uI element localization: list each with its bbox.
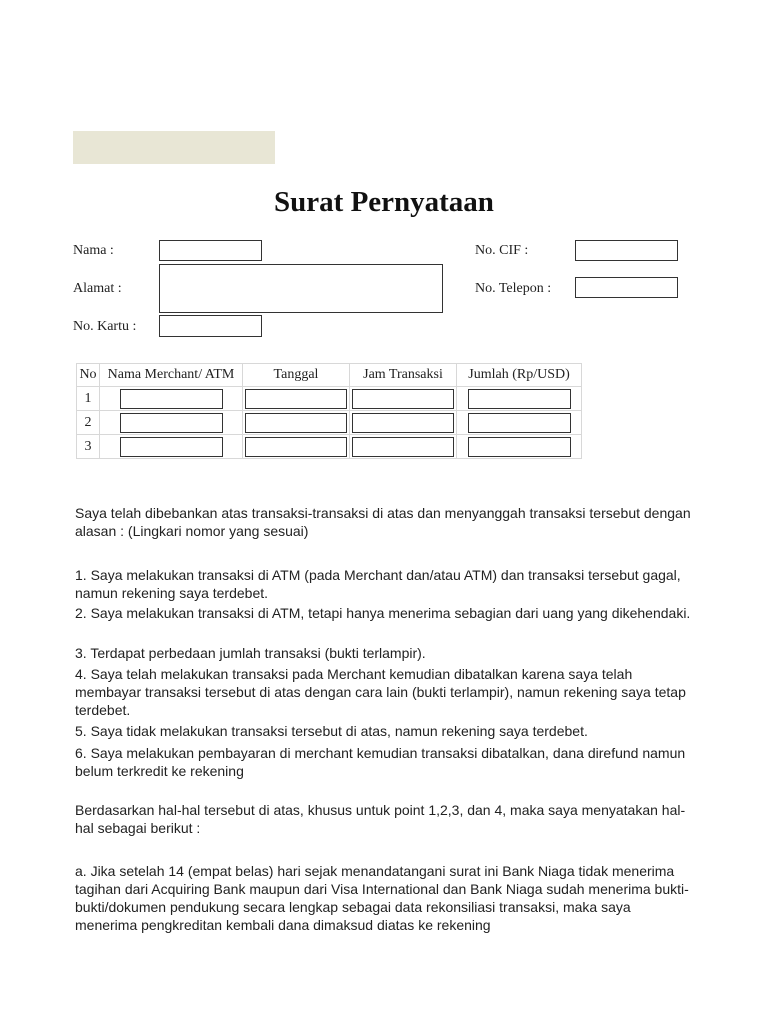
jam-input[interactable] (352, 389, 454, 409)
no-telepon-label: No. Telepon : (475, 281, 552, 296)
table-row (77, 411, 582, 435)
no-cif-field[interactable] (575, 240, 678, 261)
header-banner (73, 131, 275, 164)
row-number: 2 (77, 411, 100, 435)
jumlah-input[interactable] (468, 413, 571, 433)
jam-input[interactable] (352, 413, 454, 433)
reason-5: 5. Saya tidak melakukan transaksi tersebut di atas, namun rekening saya terdebet. (75, 723, 588, 739)
table-row (77, 387, 582, 411)
no-kartu-field[interactable] (159, 315, 262, 337)
header-tanggal: Tanggal (243, 364, 350, 387)
tanggal-input[interactable] (245, 413, 347, 433)
intro-paragraph: Saya telah dibebankan atas transaksi-transaksi di atas dan menyanggah transaksi tersebut dengan alasan : (Lingkari nomor yang sesuai) (75, 505, 691, 539)
merchant-input[interactable] (120, 437, 223, 457)
alamat-label: Alamat : (73, 281, 122, 296)
no-telepon-field[interactable] (575, 277, 678, 298)
no-kartu-label: No. Kartu : (73, 319, 137, 334)
nama-field[interactable] (159, 240, 262, 261)
reason-2: 2. Saya melakukan transaksi di ATM, tetapi hanya menerima sebagian dari uang yang dikehendaki. (75, 605, 691, 621)
jumlah-input[interactable] (468, 389, 571, 409)
row-number: 3 (77, 435, 100, 459)
header-no: No (77, 364, 100, 387)
table-row (77, 435, 582, 459)
no-cif-label: No. CIF : (475, 243, 529, 258)
row-number: 1 (77, 387, 100, 411)
reason-3: 3. Terdapat perbedaan jumlah transaksi (bukti terlampir). (75, 645, 426, 661)
tanggal-input[interactable] (245, 389, 347, 409)
tanggal-input[interactable] (245, 437, 347, 457)
header-jumlah: Jumlah (Rp/USD) (457, 364, 582, 387)
statement-paragraph: Berdasarkan hal-hal tersebut di atas, khusus untuk point 1,2,3, dan 4, maka saya menyatakan hal-hal sebagai berikut : (75, 802, 686, 836)
merchant-input[interactable] (120, 389, 223, 409)
nama-label: Nama : (73, 243, 114, 258)
reason-4: 4. Saya telah melakukan transaksi pada Merchant kemudian dibatalkan karena saya telah membayar transaksi tersebut di atas dengan cara lain (bukti terlampir), namun rekening saya tetap terdebet. (75, 666, 686, 718)
point-a-paragraph: a. Jika setelah 14 (empat belas) hari sejak menandatangani surat ini Bank Niaga tidak menerima tagihan dari Acquiring Bank maupun dari Visa International dan Bank Niaga sudah menerima bukti-bukti/dokumen pendukung secara lengkap sebagai data rekonsiliasi transaksi, maka saya menerima pengkreditan kembali dana dimaksud diatas ke rekening (75, 863, 689, 933)
jam-input[interactable] (352, 437, 454, 457)
merchant-input[interactable] (120, 413, 223, 433)
reason-1: 1. Saya melakukan transaksi di ATM (pada Merchant dan/atau ATM) dan transaksi tersebut gagal, namun rekening saya terdebet. (75, 567, 681, 601)
jumlah-input[interactable] (468, 437, 571, 457)
document-title: Surat Pernyataan (274, 186, 494, 218)
header-jam: Jam Transaksi (350, 364, 457, 387)
transaction-table (76, 363, 582, 459)
table-header-row (77, 364, 582, 387)
header-merchant: Nama Merchant/ ATM (100, 364, 243, 387)
alamat-field[interactable] (159, 264, 443, 313)
reason-6: 6. Saya melakukan pembayaran di merchant kemudian transaksi dibatalkan, dana direfund namun belum terkredit ke rekening (75, 745, 686, 779)
